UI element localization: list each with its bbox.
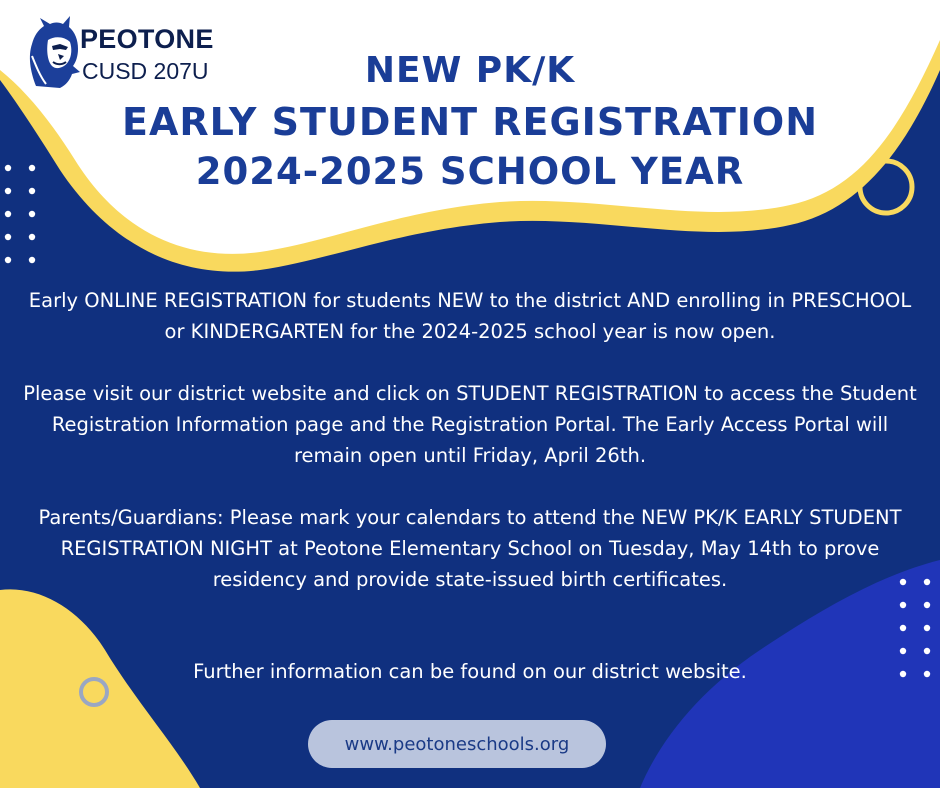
paragraph-registration-night: Parents/Guardians: Please mark your calendars to attend the NEW PK/K EARLY STUDENT REGISTRATION NIGHT at Peotone Elementary School on Tuesday, May 14th to prove residency and provide state-issued birth certificates.	[38, 506, 902, 591]
website-url[interactable]: www.peotoneschools.org	[344, 733, 570, 755]
district-number: CUSD 207U	[82, 58, 209, 84]
headline-line-1: NEW PK/K	[364, 50, 576, 91]
district-name: PEOTONE	[80, 24, 214, 54]
paragraph-visit-website: Please visit our district website and click on STUDENT REGISTRATION to access the Student Registration Information page and the Registration Portal. The Early Access Portal will remain open until Friday, April 26th.	[23, 382, 917, 467]
paragraph-further-info: Further information can be found on our district website.	[193, 660, 747, 683]
bottom-left-yellow-blob	[0, 589, 200, 788]
paragraph-online-registration: Early ONLINE REGISTRATION for students NEW to the district AND enrolling in PRESCHOOL or KINDERGARTEN for the 2024-2025 school year is now open.	[28, 289, 912, 343]
headline-line-2: EARLY STUDENT REGISTRATION	[122, 100, 818, 144]
headline-line-3: 2024-2025 SCHOOL YEAR	[195, 150, 745, 193]
website-url-pill[interactable]	[308, 720, 606, 768]
